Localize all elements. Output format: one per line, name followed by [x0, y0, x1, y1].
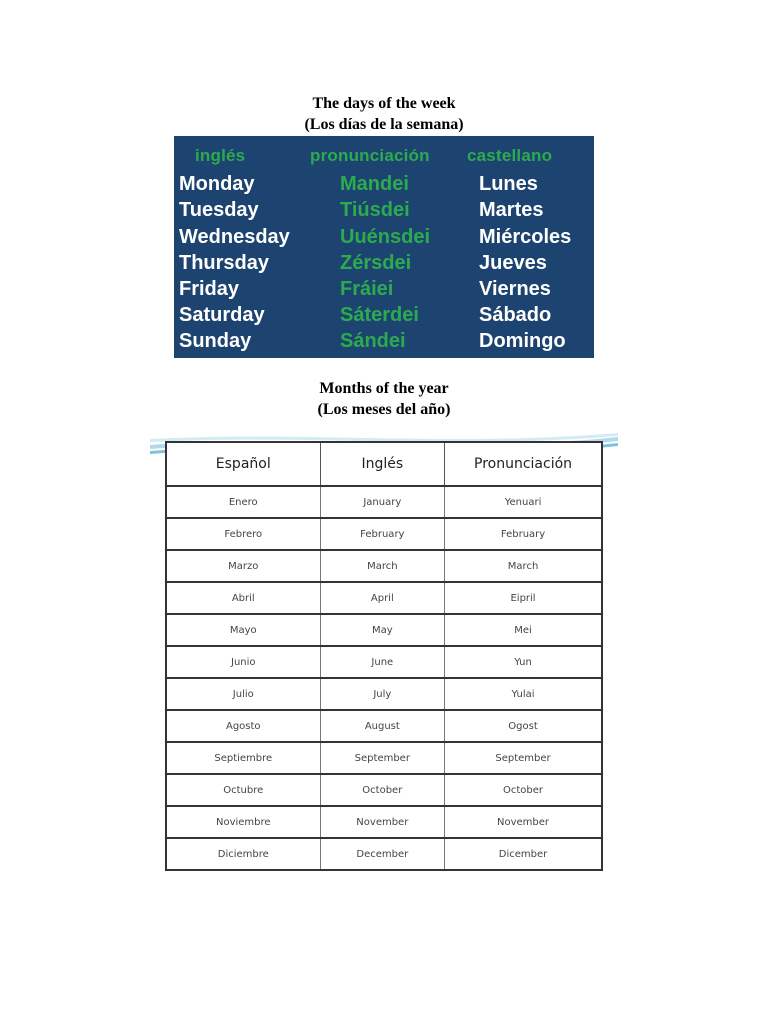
day-row: [174, 328, 594, 354]
table-row: [166, 838, 602, 870]
month-english: March: [320, 550, 445, 582]
month-spanish: Mayo: [166, 614, 320, 646]
month-spanish: Septiembre: [166, 742, 320, 774]
day-row: [174, 302, 594, 328]
month-spanish: Febrero: [166, 518, 320, 550]
months-table-container: [150, 433, 618, 860]
months-title-line2: (Los meses del año): [317, 401, 451, 418]
month-pronunciation: Yun: [445, 646, 602, 678]
month-english: November: [320, 806, 445, 838]
day-english: Thursday: [179, 252, 270, 274]
day-pronunciation: Sándei: [340, 330, 406, 352]
month-pronunciation: Ogost: [445, 710, 602, 742]
month-english: September: [320, 742, 445, 774]
month-pronunciation: February: [445, 518, 602, 550]
days-title-line2: (Los días de la semana): [304, 116, 464, 133]
month-pronunciation: March: [445, 550, 602, 582]
day-spanish: Jueves: [479, 252, 547, 274]
day-spanish: Viernes: [479, 278, 551, 300]
day-spanish: Martes: [479, 199, 544, 221]
month-english: January: [320, 486, 445, 518]
day-english: Sunday: [179, 330, 252, 352]
days-of-week-panel: [174, 136, 594, 358]
header-pronunciacion: Pronunciación: [445, 442, 602, 486]
table-row: [166, 518, 602, 550]
month-spanish: Agosto: [166, 710, 320, 742]
day-spanish: Miércoles: [479, 226, 572, 248]
day-row: [174, 171, 594, 197]
month-spanish: Enero: [166, 486, 320, 518]
table-row: [166, 710, 602, 742]
month-english: April: [320, 582, 445, 614]
month-spanish: Noviembre: [166, 806, 320, 838]
month-spanish: Junio: [166, 646, 320, 678]
month-pronunciation: Eipril: [445, 582, 602, 614]
days-header-castellano: castellano: [467, 146, 553, 165]
table-row: [166, 646, 602, 678]
months-title: [0, 378, 768, 420]
month-english: May: [320, 614, 445, 646]
month-pronunciation: September: [445, 742, 602, 774]
day-english: Monday: [179, 173, 255, 195]
day-english: Tuesday: [179, 199, 259, 221]
month-english: July: [320, 678, 445, 710]
day-row: [174, 224, 594, 250]
month-pronunciation: Dicember: [445, 838, 602, 870]
month-pronunciation: Yulai: [445, 678, 602, 710]
day-spanish: Lunes: [479, 173, 538, 195]
table-row: [166, 550, 602, 582]
month-spanish: Marzo: [166, 550, 320, 582]
table-row: [166, 774, 602, 806]
day-english: Friday: [179, 278, 240, 300]
day-row: [174, 250, 594, 276]
day-spanish: Domingo: [479, 330, 566, 352]
header-ingles: Inglés: [320, 442, 445, 486]
month-english: June: [320, 646, 445, 678]
month-spanish: Julio: [166, 678, 320, 710]
month-pronunciation: Yenuari: [445, 486, 602, 518]
days-header-pronunciacion: pronunciación: [310, 146, 430, 165]
table-row: [166, 806, 602, 838]
month-spanish: Octubre: [166, 774, 320, 806]
days-header-ingles: inglés: [195, 146, 246, 165]
table-row: [166, 678, 602, 710]
months-table: [165, 441, 603, 871]
month-english: August: [320, 710, 445, 742]
month-pronunciation: November: [445, 806, 602, 838]
month-pronunciation: Mei: [445, 614, 602, 646]
month-english: February: [320, 518, 445, 550]
month-english: October: [320, 774, 445, 806]
table-row: [166, 742, 602, 774]
header-espanol: Español: [166, 442, 320, 486]
day-english: Saturday: [179, 304, 265, 326]
table-header-row: [166, 442, 602, 486]
day-row: [174, 276, 594, 302]
day-row: [174, 197, 594, 223]
day-pronunciation: Uuénsdei: [340, 226, 431, 248]
day-spanish: Sábado: [479, 304, 552, 326]
day-pronunciation: Fráiei: [340, 278, 394, 300]
day-pronunciation: Zérsdei: [340, 252, 412, 274]
day-pronunciation: Sáterdei: [340, 304, 419, 326]
month-spanish: Diciembre: [166, 838, 320, 870]
table-row: [166, 614, 602, 646]
table-row: [166, 486, 602, 518]
day-pronunciation: Tiúsdei: [340, 199, 410, 221]
table-row: [166, 582, 602, 614]
month-spanish: Abril: [166, 582, 320, 614]
months-title-line1: Months of the year: [319, 380, 449, 397]
days-title-line1: The days of the week: [312, 95, 456, 112]
days-title: [0, 93, 768, 135]
month-pronunciation: October: [445, 774, 602, 806]
day-english: Wednesday: [179, 226, 290, 248]
month-english: December: [320, 838, 445, 870]
day-pronunciation: Mandei: [340, 173, 409, 195]
